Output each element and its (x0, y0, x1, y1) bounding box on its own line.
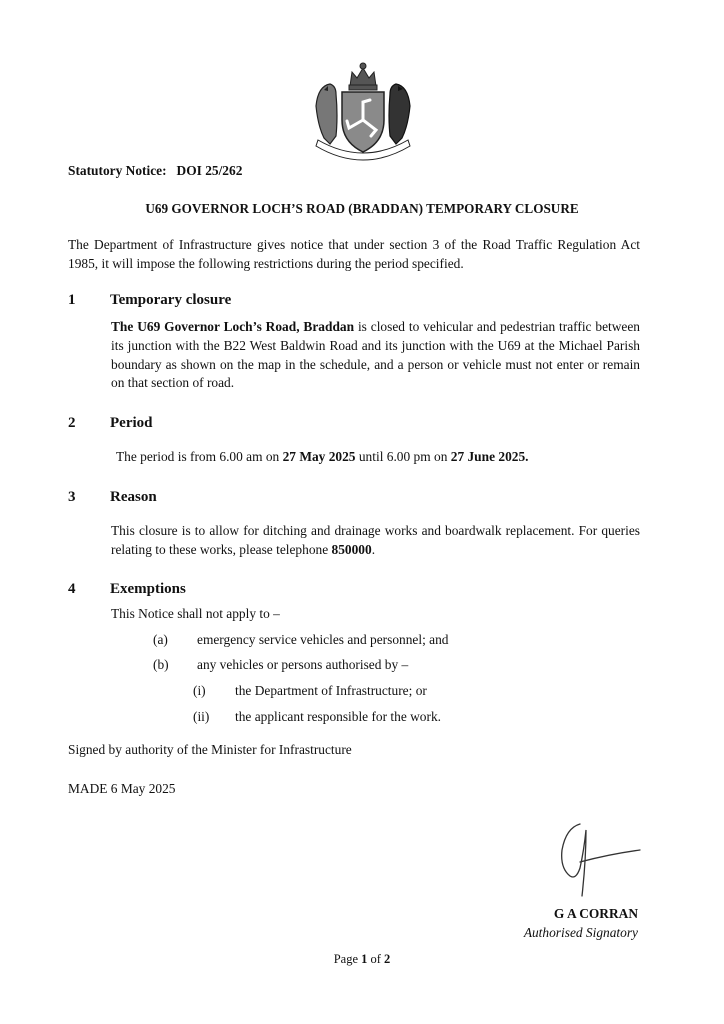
signatory-role: Authorised Signatory (523, 924, 638, 940)
section-title: Exemptions (110, 581, 186, 597)
section-title: Period (110, 415, 153, 431)
list-label: (ii) (193, 709, 210, 724)
section-title: Temporary closure (110, 292, 232, 308)
section-2-body (116, 448, 645, 467)
signatory-block (524, 905, 638, 943)
period-text-start: The period is from 6.00 am on (116, 449, 283, 464)
total-pages: 2 (384, 952, 391, 966)
list-subitem (193, 682, 427, 701)
intro-paragraph: The Department of Infrastructure gives notice that under section 3 of the Road Traffic Regulation Act 1985, it will impose the following restrictions during the period specified. (68, 237, 640, 271)
start-date: 27 May 2025 (282, 449, 356, 464)
page-footer (0, 951, 724, 969)
list-text: emergency service vehicles and personnel; and (197, 632, 449, 647)
section-number: 4 (68, 581, 76, 597)
section-number: 1 (68, 292, 76, 308)
list-text: the Department of Infrastructure; or (235, 683, 427, 698)
list-subitem (193, 708, 441, 727)
closure-description: is closed to vehicular and pedestrian traffic between its junction with the B22 West Baldwin Road and its junction with the U69 at the Michael Parish boundary as shown on the map in the schedule, and a person or vehicle must not enter or remain on that section of road. (111, 319, 641, 391)
notice-number: DOI 25/262 (176, 163, 243, 178)
of-word: of (370, 952, 381, 966)
list-item (153, 631, 448, 650)
page-word: Page (333, 952, 358, 966)
coat-of-arms-icon (304, 56, 422, 168)
section-4-heading (68, 579, 186, 600)
period-text-middle: until 6.00 pm on (355, 449, 451, 464)
notice-reference (68, 162, 242, 181)
list-label: (a) (153, 632, 168, 647)
handwritten-signature (540, 810, 650, 900)
section-number: 2 (68, 415, 76, 431)
list-label: (i) (193, 683, 206, 698)
section-number: 3 (68, 489, 76, 505)
reason-text: This closure is to allow for ditching and drainage works and boardwalk replacement. For queries relating to these works, please telephone (111, 523, 640, 557)
made-date: MADE 6 May 2025 (68, 781, 176, 796)
list-label: (b) (153, 657, 169, 672)
end-date: 27 June 2025. (450, 449, 529, 464)
section-3-body (111, 522, 640, 560)
list-text: the applicant responsible for the work. (235, 709, 442, 724)
section-1-heading (68, 290, 231, 311)
signed-by-statement: Signed by authority of the Minister for Infrastructure (68, 742, 352, 757)
list-text: any vehicles or persons authorised by – (197, 657, 409, 672)
list-item (153, 656, 408, 675)
signatory-name: G A CORRAN (553, 906, 638, 921)
section-3-heading (68, 487, 157, 508)
section-title: Reason (110, 489, 157, 505)
document-title: U69 GOVERNOR LOCH’S ROAD (BRADDAN) TEMPORARY CLOSURE (145, 201, 579, 216)
exemptions-lead: This Notice shall not apply to – (111, 606, 280, 621)
current-page: 1 (361, 952, 368, 966)
notice-label: Statutory Notice: (68, 163, 167, 178)
section-1-body (111, 318, 640, 393)
telephone-number: 850000 (331, 541, 372, 557)
section-2-heading (68, 413, 153, 434)
road-name: The U69 Governor Loch’s Road, Braddan (111, 319, 355, 334)
reason-end: . (371, 541, 376, 557)
